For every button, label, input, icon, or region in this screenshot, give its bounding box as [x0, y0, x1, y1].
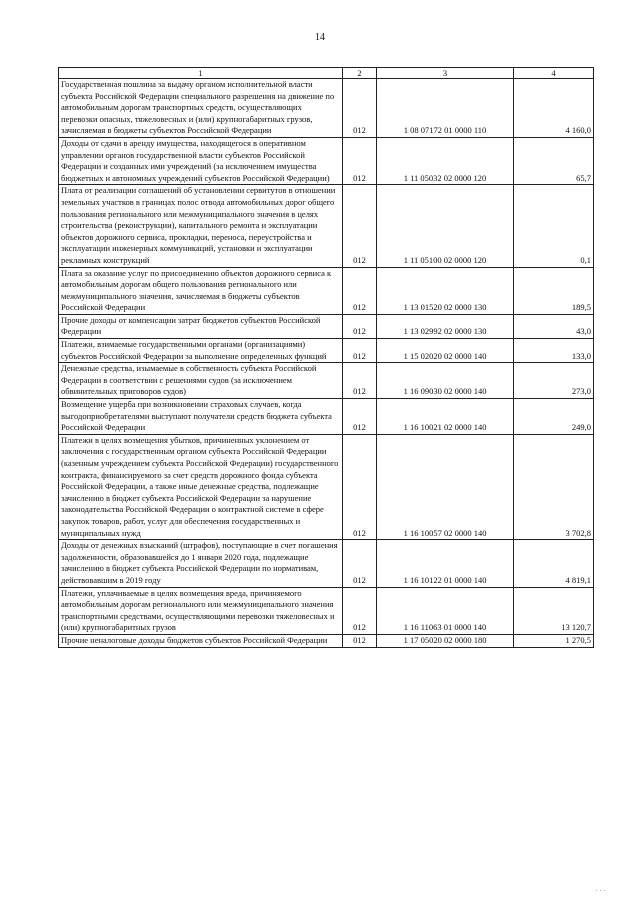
admin-code-cell: 012	[343, 540, 377, 587]
admin-code-cell: 012	[343, 267, 377, 314]
description-cell: Государственная пошлина за выдачу органом исполнительной власти субъекта Российской Федерации специального разрешения на движение по автомобильным дорогам транспортных средств, осуществляющих перевозки опасных, тяжеловесных и (или) крупногабаритных грузов, зачисляемая в бюджеты субъектов Российской Федерации	[59, 79, 343, 138]
description-cell: Доходы от денежных взысканий (штрафов), поступающие в счет погашения задолженности, образовавшейся до 1 января 2020 года, подлежащие зачислению в бюджет субъекта Российской Федерации по нормативам, действовавшим в 2019 году	[59, 540, 343, 587]
table-row	[59, 363, 594, 399]
amount-cell: 273,0	[514, 363, 594, 399]
header-cell-description: 1	[59, 68, 343, 79]
table-body	[59, 79, 594, 648]
table-row	[59, 540, 594, 587]
table-row	[59, 79, 594, 138]
budget-code-cell: 1 17 05020 02 0000 180	[377, 634, 514, 647]
amount-cell: 133,0	[514, 339, 594, 363]
amount-cell: 0,1	[514, 185, 594, 267]
admin-code-cell: 012	[343, 434, 377, 539]
table-row	[59, 634, 594, 647]
admin-code-cell: 012	[343, 339, 377, 363]
amount-cell: 189,5	[514, 267, 594, 314]
table-row	[59, 587, 594, 634]
table-row	[59, 339, 594, 363]
admin-code-cell: 012	[343, 363, 377, 399]
amount-cell: 43,0	[514, 314, 594, 338]
table-row	[59, 137, 594, 184]
admin-code-cell: 012	[343, 137, 377, 184]
budget-code-cell: 1 16 09030 02 0000 140	[377, 363, 514, 399]
budget-code-cell: 1 08 07172 01 0000 110	[377, 79, 514, 138]
table-header-row	[59, 68, 594, 79]
description-cell: Прочие неналоговые доходы бюджетов субъектов Российской Федерации	[59, 634, 343, 647]
table-row	[59, 399, 594, 435]
budget-code-cell: 1 13 01520 02 0000 130	[377, 267, 514, 314]
budget-code-cell: 1 16 10057 02 0000 140	[377, 434, 514, 539]
description-cell: Доходы от сдачи в аренду имущества, находящегося в оперативном управлении органов государственной власти субъектов Российской Федерации и созданных ими учреждений (за исключением имущества бюджетных и автономных учреждений субъектов Российской Федерации)	[59, 137, 343, 184]
admin-code-cell: 012	[343, 399, 377, 435]
page-number: 14	[315, 32, 325, 43]
header-cell-admin: 2	[343, 68, 377, 79]
table-row	[59, 185, 594, 267]
amount-cell: 4 160,0	[514, 79, 594, 138]
amount-cell: 1 270,5	[514, 634, 594, 647]
description-cell: Плата от реализации соглашений об установлении сервитутов в отношении земельных участков в границах полос отвода автомобильных дорог общего пользования регионального или межмуниципального значения в целях строительства (реконструкции), капитального ремонта и эксплуатации объектов дорожного сервиса, прокладки, переноса, переустройства и эксплуатации инженерных коммуникаций, установки и эксплуатации рекламных конструкций	[59, 185, 343, 267]
table-row	[59, 434, 594, 539]
amount-cell: 249,0	[514, 399, 594, 435]
description-cell: Плата за оказание услуг по присоединению объектов дорожного сервиса к автомобильным дорогам общего пользования регионального или межмуниципального значения, зачисляемая в бюджеты субъектов Российской Федерации	[59, 267, 343, 314]
description-cell: Прочие доходы от компенсации затрат бюджетов субъектов Российской Федерации	[59, 314, 343, 338]
admin-code-cell: 012	[343, 79, 377, 138]
revenue-table	[58, 67, 594, 648]
admin-code-cell: 012	[343, 314, 377, 338]
budget-code-cell: 1 16 11063 01 0000 140	[377, 587, 514, 634]
admin-code-cell: 012	[343, 634, 377, 647]
description-cell: Платежи в целях возмещения убытков, причиненных уклонением от заключения с государственным органом субъекта Российской Федерации (казенным учреждением субъекта Российской Федерации) государственного контракта, финансируемого за счет средств дорожного фонда субъекта Российской Федерации, а также иные денежные средства, подлежащие зачислению в бюджет субъекта Российской Федерации за нарушение законодательства Российской Федерации о контрактной системе в сфере закупок товаров, работ, услуг для обеспечения государственных и муниципальных нужд	[59, 434, 343, 539]
budget-code-cell: 1 13 02992 02 0000 130	[377, 314, 514, 338]
budget-code-cell: 1 11 05032 02 0000 120	[377, 137, 514, 184]
admin-code-cell: 012	[343, 587, 377, 634]
table-row	[59, 267, 594, 314]
table-row	[59, 314, 594, 338]
amount-cell: 13 120,7	[514, 587, 594, 634]
description-cell: Платежи, взимаемые государственными органами (организациями) субъектов Российской Федерации за выполнение определенных функций	[59, 339, 343, 363]
scan-mark: · · ·	[595, 887, 606, 895]
amount-cell: 4 819,1	[514, 540, 594, 587]
budget-code-cell: 1 16 10122 01 0000 140	[377, 540, 514, 587]
budget-code-cell: 1 11 05100 02 0000 120	[377, 185, 514, 267]
amount-cell: 3 702,8	[514, 434, 594, 539]
budget-code-cell: 1 15 02020 02 0000 140	[377, 339, 514, 363]
admin-code-cell: 012	[343, 185, 377, 267]
header-cell-amount: 4	[514, 68, 594, 79]
budget-code-cell: 1 16 10021 02 0000 140	[377, 399, 514, 435]
header-cell-code: 3	[377, 68, 514, 79]
description-cell: Денежные средства, изымаемые в собственность субъекта Российской Федерации в соответствии с решениями судов (за исключением обвинительных приговоров судов)	[59, 363, 343, 399]
amount-cell: 65,7	[514, 137, 594, 184]
description-cell: Возмещение ущерба при возникновении страховых случаев, когда выгодоприобретателями выступают получатели средств бюджета субъекта Российской Федерации	[59, 399, 343, 435]
description-cell: Платежи, уплачиваемые в целях возмещения вреда, причиняемого автомобильным дорогам регионального или межмуниципального значения транспортными средствами, осуществляющими перевозки тяжеловесных и (или) крупногабаритных грузов	[59, 587, 343, 634]
